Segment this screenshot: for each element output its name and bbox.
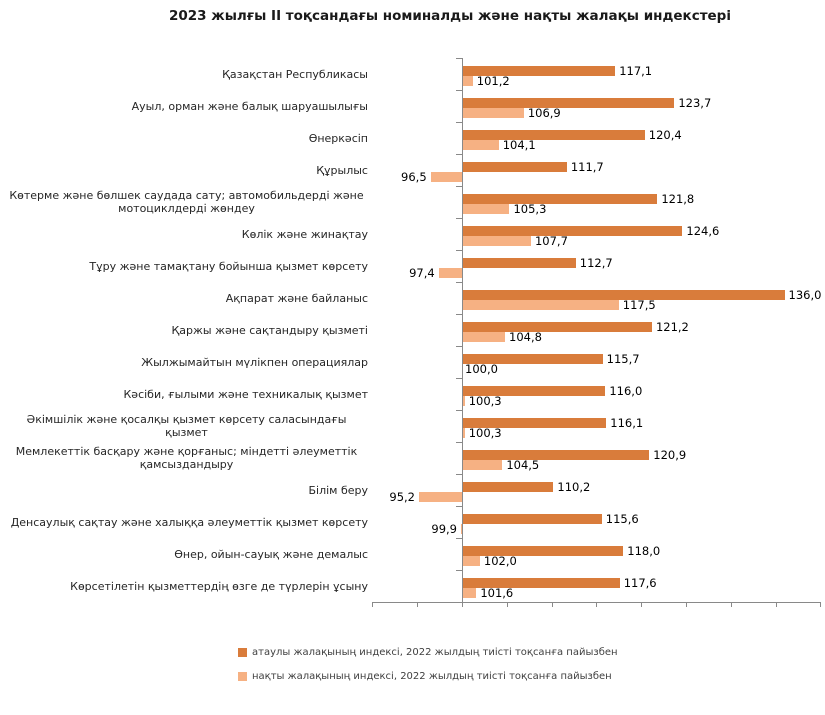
value-label: 121,2 xyxy=(655,320,689,334)
real-index-bar xyxy=(462,140,499,150)
value-label: 120,9 xyxy=(653,448,687,462)
value-label: 106,9 xyxy=(527,106,561,120)
value-label: 97,4 xyxy=(409,266,435,280)
real-index-bar xyxy=(462,76,473,86)
value-axis-tick xyxy=(641,602,642,607)
value-label: 117,5 xyxy=(622,298,656,312)
value-label: 96,5 xyxy=(401,170,427,184)
nominal-index-bar xyxy=(462,482,553,492)
value-axis-tick xyxy=(507,602,508,607)
category-axis-tick xyxy=(456,58,462,59)
value-label: 104,5 xyxy=(506,458,540,472)
real-index-bar xyxy=(462,236,531,246)
nominal-index-bar xyxy=(462,162,567,172)
category-axis-tick xyxy=(456,442,462,443)
category-label: Өнеркәсіп xyxy=(308,131,368,145)
chart-row xyxy=(0,442,825,474)
nominal-index-bar xyxy=(462,98,674,108)
value-label: 99,9 xyxy=(431,522,457,536)
chart-row xyxy=(0,570,825,602)
value-label: 105,3 xyxy=(513,202,547,216)
category-axis-tick xyxy=(456,570,462,571)
category-axis xyxy=(462,58,463,602)
category-axis-tick xyxy=(456,506,462,507)
value-axis-tick xyxy=(417,602,418,607)
chart-row xyxy=(0,122,825,154)
value-label: 110,2 xyxy=(557,480,591,494)
category-axis-tick xyxy=(456,410,462,411)
category-label: Көрсетілетін қызметтердің өзге де түрлерін ұсыну xyxy=(70,579,368,593)
value-axis-tick xyxy=(731,602,732,607)
chart-row xyxy=(0,506,825,538)
value-axis-tick xyxy=(552,602,553,607)
category-axis-tick xyxy=(456,90,462,91)
category-axis-tick xyxy=(456,122,462,123)
real-series-swatch-icon xyxy=(238,672,247,681)
value-label: 116,0 xyxy=(609,384,643,398)
category-axis-tick xyxy=(456,154,462,155)
value-label: 124,6 xyxy=(686,224,720,238)
nominal-index-bar xyxy=(462,226,682,236)
chart-row xyxy=(0,314,825,346)
category-label: Тұру және тамақтану бойынша қызмет көрсету xyxy=(89,259,368,273)
value-label: 116,1 xyxy=(610,416,644,430)
real-index-bar xyxy=(462,332,505,342)
nominal-index-bar xyxy=(462,322,652,332)
value-axis-tick xyxy=(372,602,373,607)
value-label: 100,0 xyxy=(465,362,498,376)
category-label: Кәсіби, ғылыми және техникалық қызмет xyxy=(123,387,368,401)
category-label: Ақпарат және байланыс xyxy=(225,291,368,305)
category-axis-tick xyxy=(456,474,462,475)
value-label: 107,7 xyxy=(534,234,568,248)
real-index-bar xyxy=(439,268,462,278)
legend-item-nominal xyxy=(238,645,618,659)
value-label: 100,3 xyxy=(468,394,502,408)
value-axis-tick xyxy=(462,602,463,607)
category-label: Өнер, ойын-сауық және демалыс xyxy=(174,547,368,561)
category-axis-tick xyxy=(456,378,462,379)
value-label: 104,8 xyxy=(509,330,542,344)
value-label: 120,4 xyxy=(648,128,682,142)
chart-row xyxy=(0,346,825,378)
value-label: 104,1 xyxy=(502,138,536,152)
nominal-series-swatch-icon xyxy=(238,648,247,657)
legend-label-real: нақты жалақының индексі, 2022 жылдың тиісті тоқсанға пайызбен xyxy=(252,670,612,682)
value-axis-tick xyxy=(776,602,777,607)
category-label: Мемлекеттік басқару және қорғаныс; міндетті әлеуметтік қамсыздандыру xyxy=(15,445,358,471)
legend xyxy=(238,645,618,693)
real-index-bar xyxy=(462,204,509,214)
category-label: Қаржы және сақтандыру қызметі xyxy=(171,323,368,337)
chart-row xyxy=(0,378,825,410)
legend-item-real xyxy=(238,669,618,683)
chart-row xyxy=(0,410,825,442)
category-axis-tick xyxy=(456,314,462,315)
value-label: 115,6 xyxy=(605,512,639,526)
category-label: Білім беру xyxy=(308,483,368,497)
chart-title: 2023 жылғы II тоқсандағы номиналды және нақты жалақы индекстері xyxy=(169,8,731,24)
category-label: Ауыл, орман және балық шаруашылығы xyxy=(131,99,368,113)
category-label: Әкімшілік және қосалқы қызмет көрсету саласындағы қызмет xyxy=(26,413,347,439)
value-label: 121,8 xyxy=(661,192,695,206)
nominal-index-bar xyxy=(462,514,602,524)
chart-row xyxy=(0,186,825,218)
value-axis-tick xyxy=(596,602,597,607)
chart-row xyxy=(0,58,825,90)
nominal-index-bar xyxy=(462,258,576,268)
real-index-bar xyxy=(462,300,619,310)
category-label: Көлік және жинақтау xyxy=(241,227,368,241)
real-index-bar xyxy=(431,172,462,182)
category-label: Құрылыс xyxy=(316,163,368,177)
category-label: Көтерме және бөлшек саудада сату; автомобильдерді және мотоциклдерді жөндеу xyxy=(9,189,364,215)
real-index-bar xyxy=(462,588,476,598)
value-label: 115,7 xyxy=(606,352,640,366)
category-label: Жылжымайтын мүлікпен операциялар xyxy=(141,355,368,369)
value-label: 136,0 xyxy=(788,288,822,302)
real-index-bar xyxy=(462,460,502,470)
value-axis-tick xyxy=(686,602,687,607)
value-label: 117,6 xyxy=(623,576,657,590)
value-axis-tick xyxy=(820,602,821,607)
nominal-index-bar xyxy=(462,130,645,140)
chart-row xyxy=(0,538,825,570)
category-axis-tick xyxy=(456,218,462,219)
value-label: 102,0 xyxy=(483,554,517,568)
category-axis-tick xyxy=(456,186,462,187)
value-label: 111,7 xyxy=(570,160,604,174)
real-index-bar xyxy=(462,108,524,118)
category-label: Қазақстан Республикасы xyxy=(222,67,368,81)
value-label: 117,1 xyxy=(619,64,653,78)
category-axis-tick xyxy=(456,250,462,251)
real-index-bar xyxy=(462,556,480,566)
value-label: 123,7 xyxy=(678,96,712,110)
legend-label-nominal: атаулы жалақының индексі, 2022 жылдың тиісті тоқсанға пайызбен xyxy=(252,646,618,658)
value-label: 118,0 xyxy=(627,544,661,558)
category-axis-tick xyxy=(456,538,462,539)
value-label: 101,6 xyxy=(480,586,514,600)
value-label: 101,2 xyxy=(476,74,510,88)
value-label: 95,2 xyxy=(389,490,415,504)
nominal-index-bar xyxy=(462,450,649,460)
real-index-bar xyxy=(419,492,462,502)
value-label: 112,7 xyxy=(579,256,613,270)
value-label: 100,3 xyxy=(468,426,502,440)
category-axis-tick xyxy=(456,346,462,347)
category-label: Денсаулық сақтау және халыққа әлеуметтік қызмет көрсету xyxy=(10,515,368,529)
nominal-index-bar xyxy=(462,194,657,204)
category-axis-tick xyxy=(456,282,462,283)
